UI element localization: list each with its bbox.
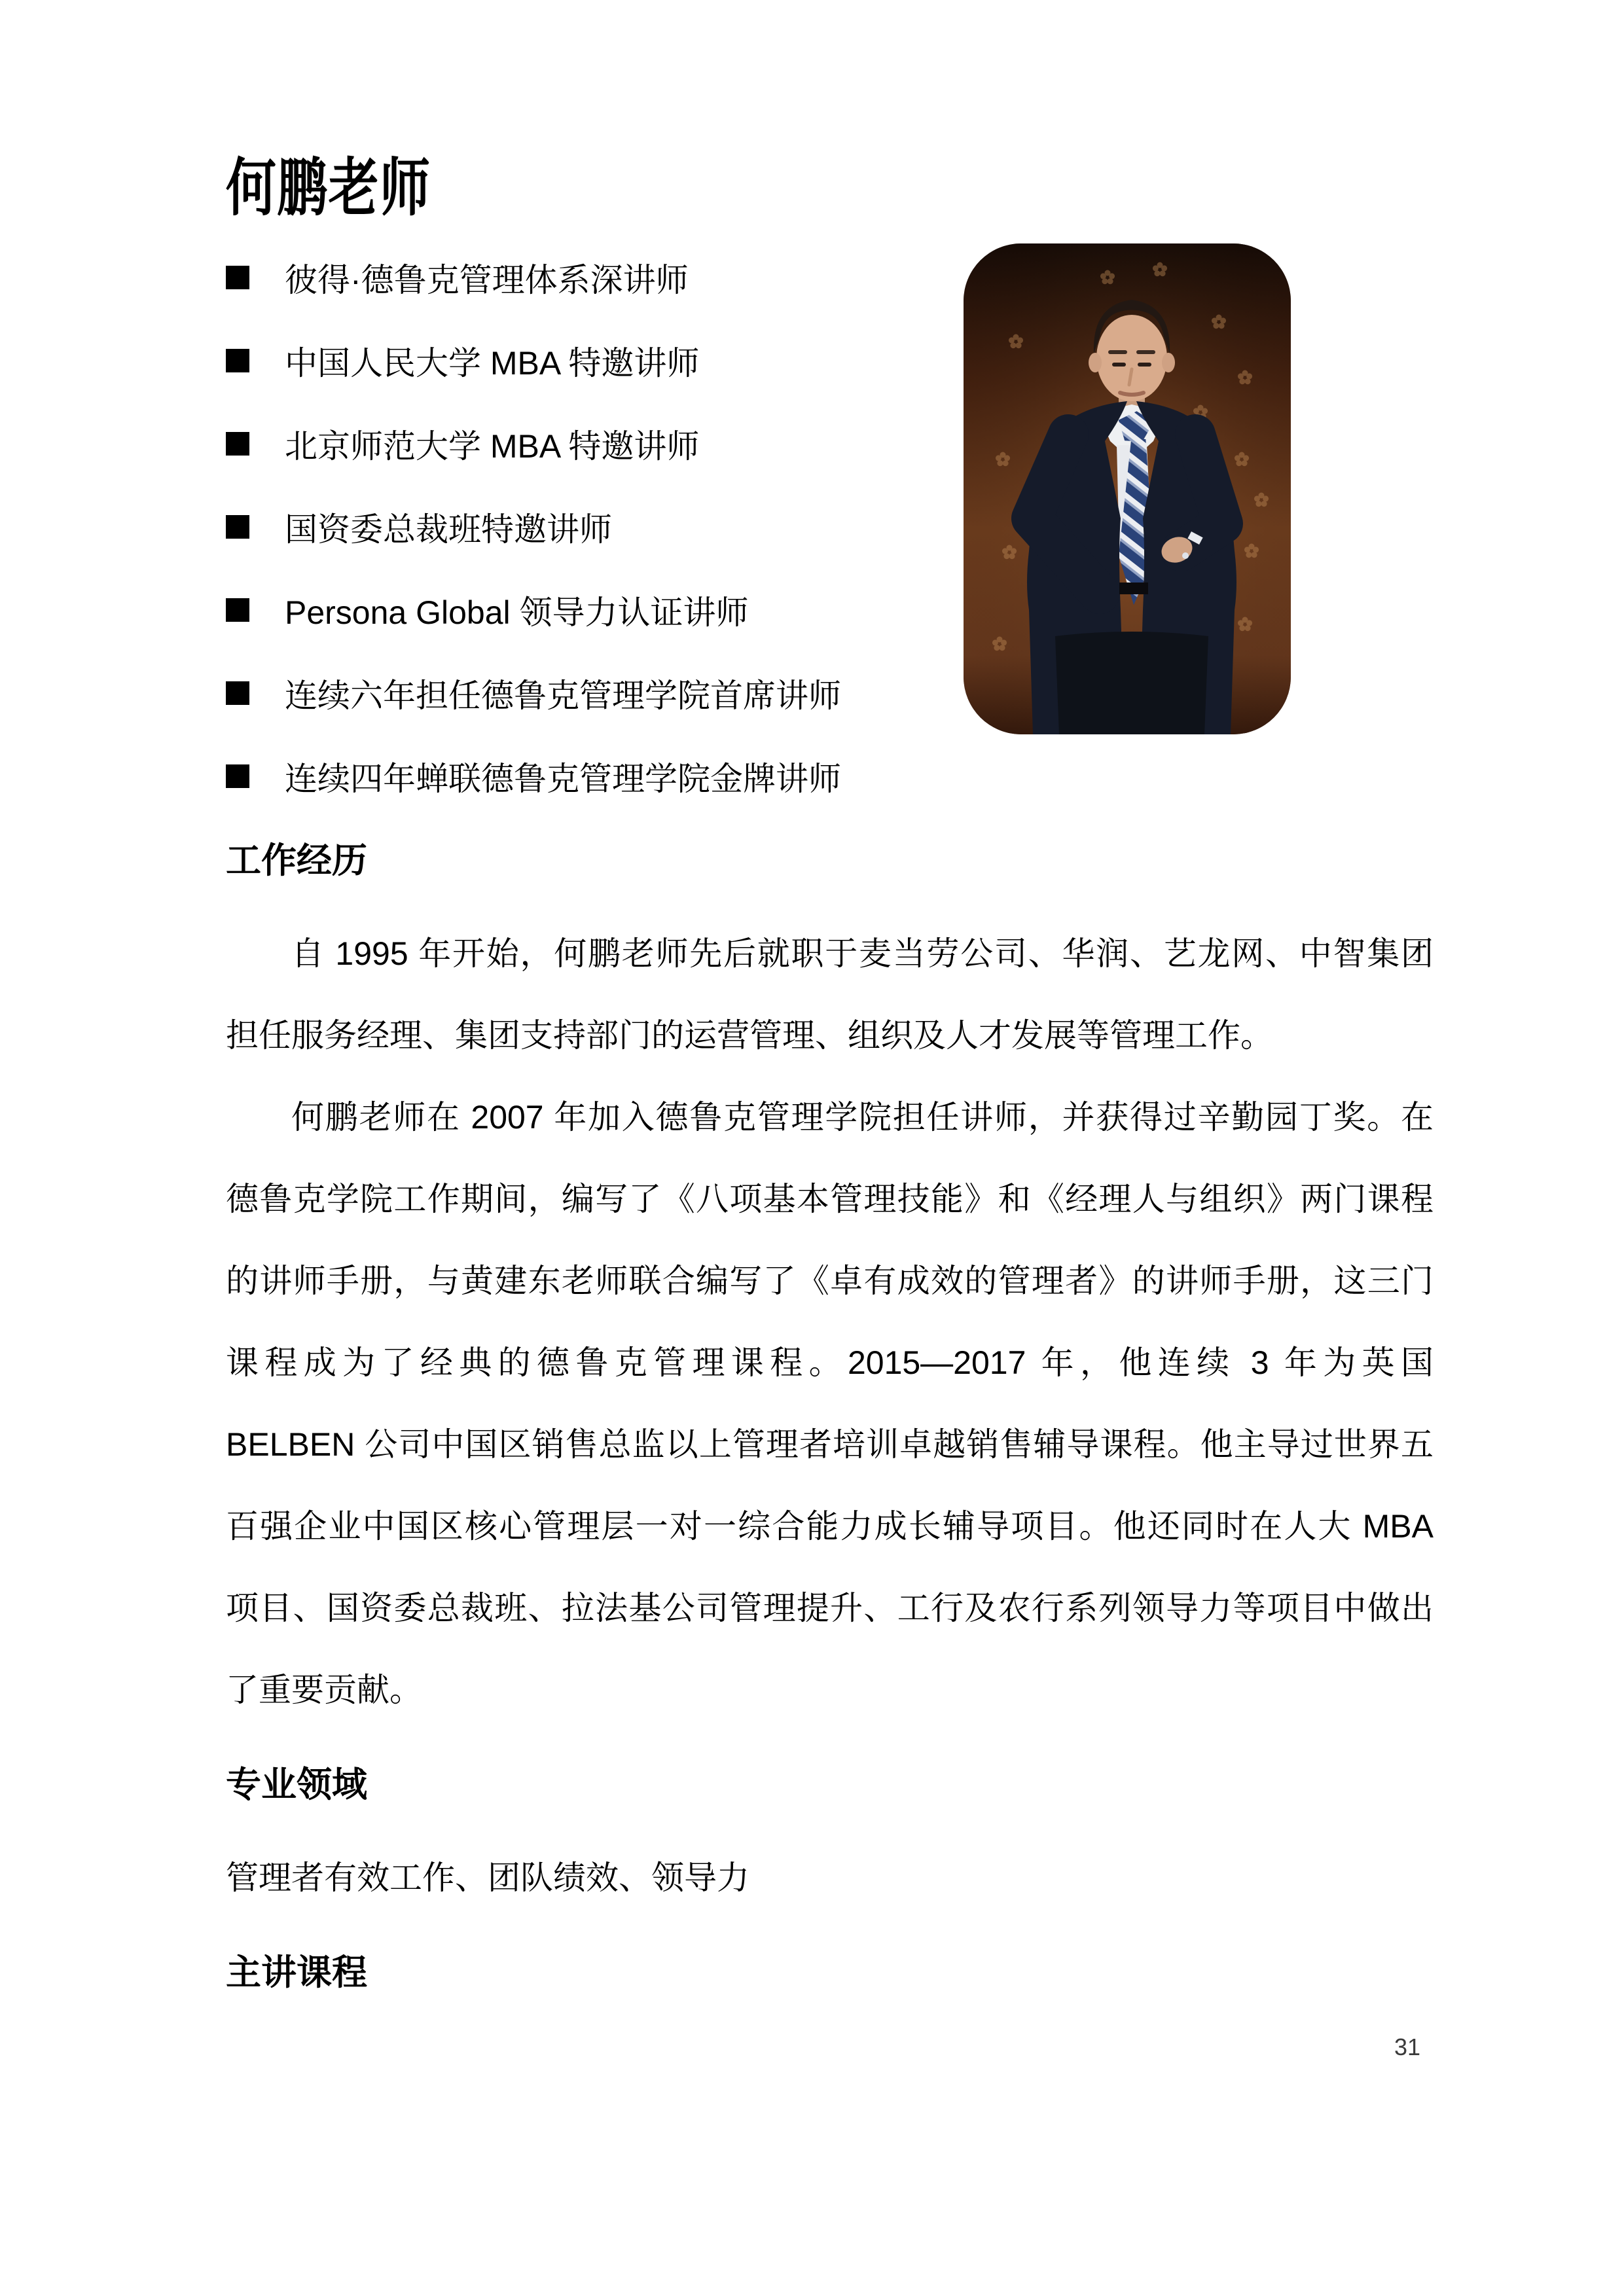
section-heading: 主讲课程 <box>226 1953 367 1992</box>
teacher-photo <box>964 243 1291 734</box>
credential-text: 北京师范大学 MBA 特邀讲师 <box>285 427 700 465</box>
credentials-list <box>226 236 841 817</box>
square-bullet-icon <box>226 349 249 372</box>
credential-text: 国资委总裁班特邀讲师 <box>285 511 612 548</box>
paragraph-line: BELBEN 公司中国区销售总监以上管理者培训卓越销售辅导课程。他主导过世界五 <box>226 1426 1434 1463</box>
credential-item <box>226 651 841 734</box>
document-body <box>226 841 1434 2025</box>
square-bullet-icon <box>226 598 249 622</box>
square-bullet-icon <box>226 764 249 788</box>
paragraph-line: 管理者有效工作、团队绩效、领导力 <box>226 1859 749 1896</box>
page-title: 何鹏老师 <box>226 153 431 223</box>
credential-item <box>226 319 841 402</box>
portrait-illustration <box>964 243 1291 734</box>
square-bullet-icon <box>226 681 249 705</box>
paragraph <box>226 1077 1434 1731</box>
paragraph-line: 自 1995 年开始，何鹏老师先后就职于麦当劳公司、华润、艺龙网、中智集团 <box>291 935 1434 972</box>
paragraph-line: 项目、国资委总裁班、拉法基公司管理提升、工行及农行系列领导力等项目中做出 <box>226 1590 1434 1626</box>
square-bullet-icon <box>226 432 249 456</box>
paragraph <box>226 1837 1434 1919</box>
paragraph-line: 德鲁克学院工作期间，编写了《八项基本管理技能》和《经理人与组织》两门课程 <box>226 1181 1434 1217</box>
paragraph <box>226 913 1434 1077</box>
section-heading: 专业领域 <box>226 1765 367 1804</box>
paragraph-line: 的讲师手册，与黄建东老师联合编写了《卓有成效的管理者》的讲师手册，这三门 <box>226 1263 1434 1299</box>
square-bullet-icon <box>226 266 249 289</box>
credential-item <box>226 734 841 817</box>
credential-item <box>226 402 841 485</box>
credential-text: 连续四年蝉联德鲁克管理学院金牌讲师 <box>285 760 841 797</box>
credential-text: 彼得·德鲁克管理体系深讲师 <box>285 261 689 298</box>
paragraph-line: 百强企业中国区核心管理层一对一综合能力成长辅导项目。他还同时在人大 MBA <box>226 1508 1434 1545</box>
paragraph-line: 了重要贡献。 <box>226 1672 422 1708</box>
credential-item <box>226 568 841 651</box>
paragraph-line: 担任服务经理、集团支持部门的运营管理、组织及人才发展等管理工作。 <box>226 1017 1273 1054</box>
square-bullet-icon <box>226 515 249 539</box>
credential-text: Persona Global 领导力认证讲师 <box>285 594 749 631</box>
page-number: 31 <box>1394 2034 1420 2060</box>
credential-item <box>226 485 841 568</box>
credential-text: 连续六年担任德鲁克管理学院首席讲师 <box>285 677 841 714</box>
credential-item <box>226 236 841 319</box>
paragraph-line: 何鹏老师在 2007 年加入德鲁克管理学院担任讲师，并获得过辛勤园丁奖。在 <box>291 1099 1434 1136</box>
credential-text: 中国人民大学 MBA 特邀讲师 <box>285 344 700 382</box>
paragraph-line: 课程成为了经典的德鲁克管理课程。2015—2017 年，他连续 3 年为英国 <box>226 1344 1434 1381</box>
section-heading: 工作经历 <box>226 841 367 880</box>
